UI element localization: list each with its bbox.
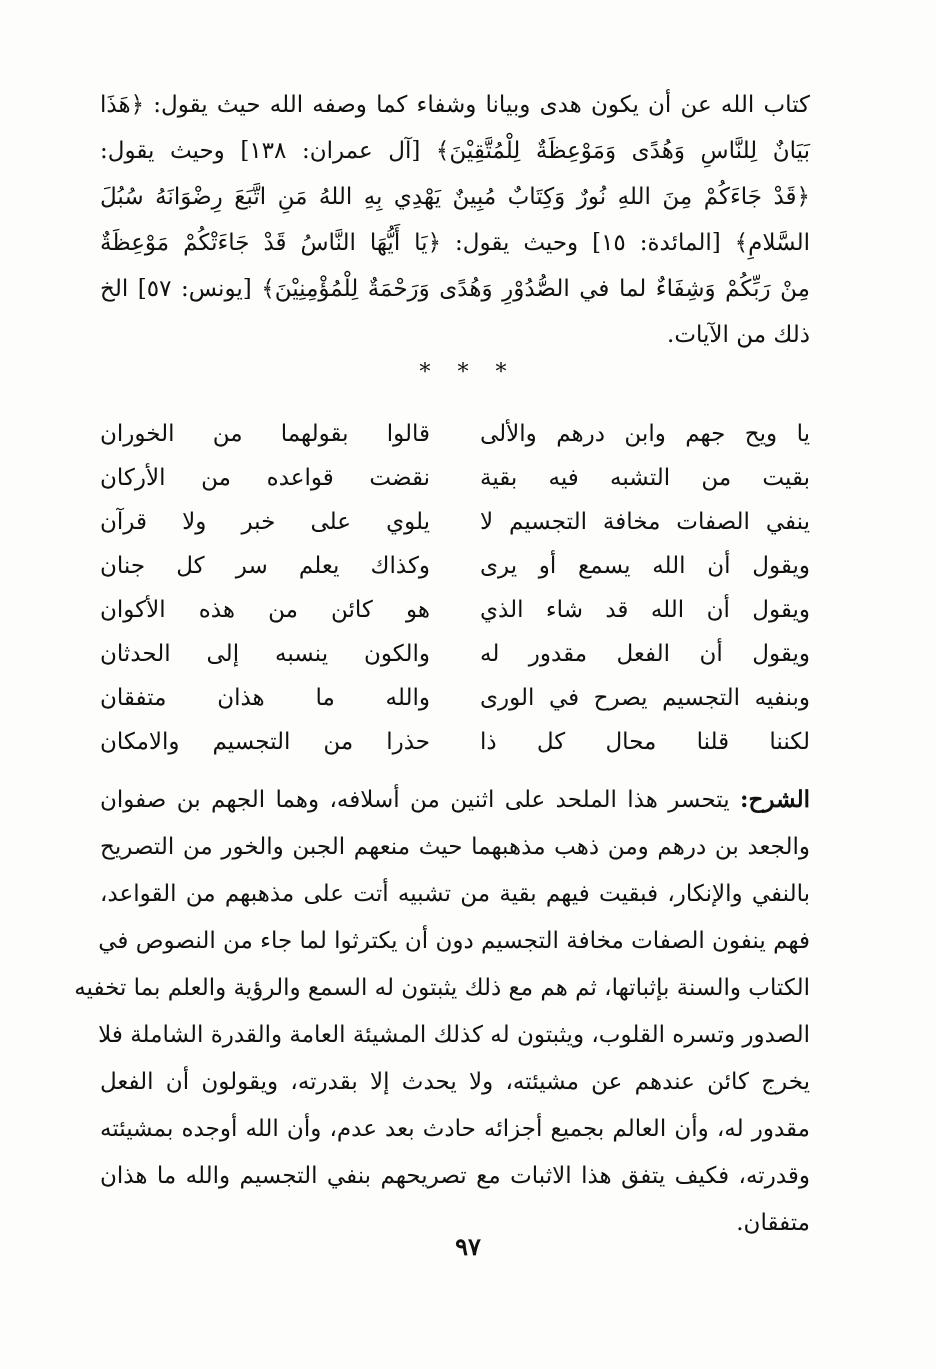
intro-paragraph — [100, 80, 810, 380]
poem-verse — [100, 500, 810, 544]
verse-second-hemistich: قالوا بقولهما من الخوران — [100, 421, 430, 447]
poem-verse — [100, 720, 810, 764]
verse-first-hemistich: ويقول أن الله يسمع أو يرى — [480, 553, 810, 579]
verse-first-hemistich: وبنفيه التجسيم يصرح في الورى — [480, 685, 810, 711]
commentary-line: والجعد بن درهم ومن ذهب مذهبهما حيث منعهم الجبن والخور من التصريح — [100, 834, 810, 860]
poem-verse — [100, 676, 810, 720]
commentary-line: متفقان. — [736, 1210, 810, 1236]
verse-first-hemistich: ينفي الصفات مخافة التجسيم لا — [480, 509, 810, 535]
section-separator: * * * — [419, 360, 517, 385]
poem-verse — [100, 544, 810, 588]
poem-verse — [100, 588, 810, 632]
commentary-line: مقدور له، وأن العالم بجميع أجزائه حادث بعد عدم، وأن الله أوجده بمشيئته — [100, 1116, 810, 1142]
commentary-label: الشرح: — [740, 786, 810, 813]
intro-line: ذلك من الآيات. — [667, 322, 810, 348]
commentary-paragraph — [74, 775, 810, 1236]
verse-second-hemistich: والكون ينسبه إلى الحدثان — [100, 641, 430, 667]
verse-second-hemistich: نقضت قواعده من الأركان — [100, 465, 430, 491]
poem-verse — [100, 412, 810, 456]
intro-line: مِنْ رَبِّكُمْ وَشِفَاءٌ لما في الصُّدُوْرِ وَهُدًى وَرَحْمَةٌ لِلْمُؤْمِنِيْنَ﴾ [يونس: ٥٧] الخ — [100, 276, 810, 302]
verse-first-hemistich: ويقول أن الفعل مقدور له — [480, 641, 810, 667]
verse-second-hemistich: والله ما هذان متفقان — [100, 685, 430, 711]
verse-first-hemistich: ويقول أن الله قد شاء الذي — [480, 597, 810, 623]
commentary-line: الصدور وتسره القلوب، ويثبتون له كذلك المشيئة العامة والقدرة الشاملة فلا — [98, 1022, 810, 1048]
poem-verse — [100, 632, 810, 676]
intro-line: ﴿قَدْ جَاءَكُمْ مِنَ اللهِ نُورٌ وَكِتَابٌ مُبِينٌ يَهْدِي بِهِ اللهُ مَنِ اتَّبَعَ رِضْوَانَهُ سُبُلَ — [100, 184, 810, 210]
page-number: ٩٧ — [455, 1232, 481, 1261]
verse-second-hemistich: هو كائن من هذه الأكوان — [100, 597, 430, 623]
intro-line: كتاب الله عن أن يكون هدى وبيانا وشفاء كما وصفه الله حيث يقول: ﴿هَذَا — [100, 92, 810, 118]
poem-verse — [100, 456, 810, 500]
commentary-text: يتحسر هذا الملحد على اثنين من أسلافه، وهما الجهم بن صفوان — [100, 787, 741, 813]
commentary-line: يخرج كائن عندهم عن مشيئته، ولا يحدث إلا بقدرته، ويقولون أن الفعل — [100, 1069, 810, 1095]
verse-second-hemistich: يلوي على خبر ولا قرآن — [100, 509, 430, 535]
verse-second-hemistich: وكذاك يعلم سر كل جنان — [100, 553, 430, 579]
verse-first-hemistich: لكننا قلنا محال كل ذا — [480, 729, 810, 755]
verse-second-hemistich: حذرا من التجسيم والامكان — [100, 729, 430, 755]
verse-first-hemistich: يا ويح جهم وابن درهم والألى — [480, 421, 810, 447]
commentary-line: وقدرته، فكيف يتفق هذا الاثبات مع تصريحهم بنفي التجسيم والله ما هذان — [100, 1163, 810, 1189]
commentary-line: فهم ينفون الصفات مخافة التجسيم دون أن يكترثوا لما جاء من النصوص في — [98, 928, 810, 954]
commentary-line: بالنفي والإنكار، فبقيت فيهم بقية من تشبيه أتت على مذهبهم من القواعد، — [100, 881, 810, 907]
commentary-line — [100, 775, 810, 825]
intro-line: السَّلامِ﴾ [المائدة: ١٥] وحيث يقول: ﴿يَا أَيُّهَا النَّاسُ قَدْ جَاءَتْكُمْ مَوْعِظَةٌ — [100, 230, 810, 256]
intro-line: بَيَانٌ لِلنَّاسِ وَهُدًى وَمَوْعِظَةٌ لِلْمُتَّقِيْنَ﴾ [آل عمران: ١٣٨] وحيث يقول: — [100, 138, 810, 164]
verse-first-hemistich: بقيت من التشبه فيه بقية — [480, 465, 810, 491]
commentary-line: الكتاب والسنة بإثباتها، ثم هم مع ذلك يثبتون له السمع والرؤية والعلم بما تخفيه — [74, 975, 810, 1001]
